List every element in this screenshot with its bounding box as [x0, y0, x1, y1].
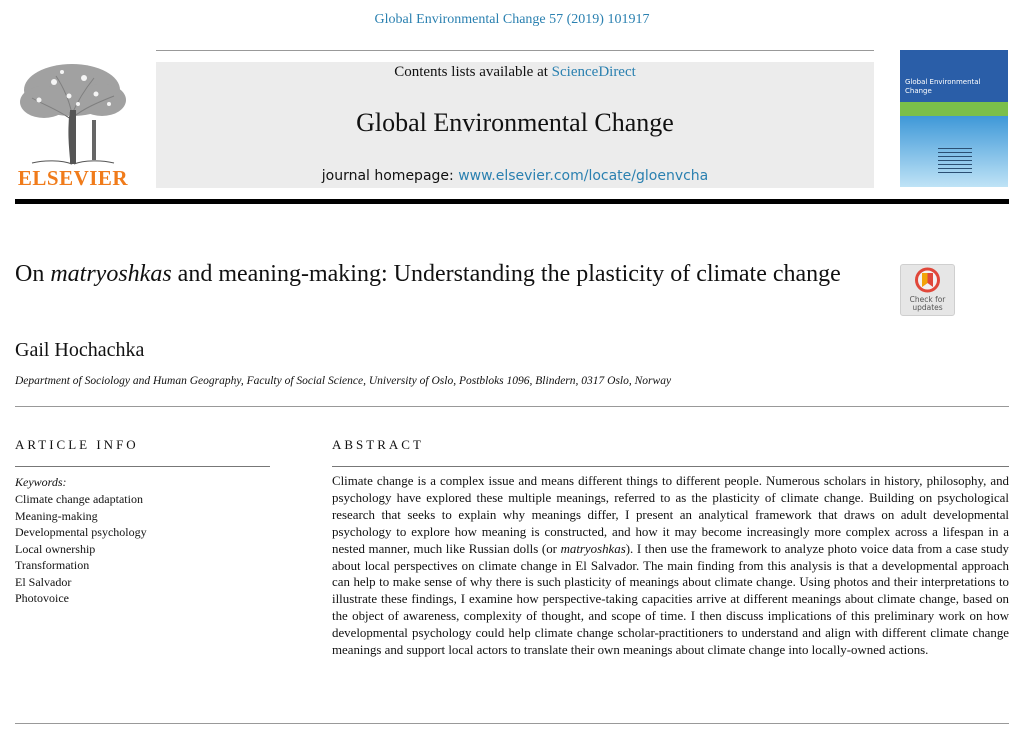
article-info-heading: ARTICLE INFO	[15, 437, 139, 452]
check-for-updates-button[interactable]	[900, 264, 955, 316]
title-italic-word: matryoshkas	[50, 261, 172, 287]
contents-availability	[156, 64, 874, 81]
abstract-rule	[332, 466, 1009, 467]
elsevier-wordmark: ELSEVIER	[17, 166, 129, 190]
abstract-text	[332, 473, 1009, 659]
sciencedirect-link[interactable]: ScienceDirect	[551, 64, 636, 80]
keyword-list	[15, 491, 147, 607]
cover-title: Global Environmental Change	[905, 78, 981, 95]
title-part-2: and meaning-making: Understanding the plasticity of climate change	[171, 261, 841, 287]
abstract-heading: ABSTRACT	[332, 437, 424, 452]
journal-header-band	[156, 62, 874, 188]
abstract-part-2: ). I then use the framework to analyze photo voice data from a case study about local perspectives on climate change in El Salvador. The main finding from this analysis is that a developmental approach can help to make sense of why there is such plasticity of meanings about climate change. Using photos and their interpretations to illustrate these findings, I examine how perspective-taking capacities arrive at different meanings about climate change, based on the object of awareness, complexity of thought, and scope of time. I then discuss implications of this preliminary work on how developmental psychology could help climate change scholar-practitioners to understand and align with different climate change meanings and support local actors to translate their own meanings about climate change into locally-owned actions.	[332, 541, 1009, 658]
section-divider	[15, 406, 1009, 407]
article-info-rule	[15, 466, 270, 467]
homepage-link[interactable]: www.elsevier.com/locate/gloenvcha	[458, 168, 709, 184]
keywords-label: Keywords:	[15, 475, 67, 489]
cover-editor-lines	[938, 148, 972, 176]
keyword-item: Local ownership	[15, 541, 96, 556]
check-for-updates-label: Check for updates	[909, 295, 946, 312]
abstract-italic-word: matryoshkas	[560, 541, 626, 556]
keyword-item: El Salvador	[15, 574, 72, 589]
homepage-prefix: journal homepage:	[321, 168, 459, 184]
contents-prefix: Contents lists available at	[394, 64, 552, 80]
bookmark-icon	[901, 265, 954, 297]
keyword-item: Photovoice	[15, 591, 69, 605]
keyword-item: Developmental psychology	[15, 525, 147, 539]
bottom-divider	[15, 723, 1009, 724]
author-name[interactable]: Gail Hochachka	[15, 339, 145, 361]
keyword-item: Transformation	[15, 558, 90, 572]
journal-citation[interactable]: Global Environmental Change 57 (2019) 101917	[374, 12, 650, 27]
article-title	[15, 258, 875, 291]
keyword-item: Meaning-making	[15, 508, 98, 523]
header-thick-rule	[15, 199, 1009, 204]
author-affiliation: Department of Sociology and Human Geography, Faculty of Social Science, University of Oslo, Postbloks 1096, Blindern, 0317 Oslo, Norway	[15, 375, 672, 387]
abstract-part-1: Climate change is a complex issue and means different things to different people. Numerous scholars in history, philosophy, and psychology have explored these multiple meanings, referred to as the plasticity of climate change. Building on psychological research that seeks to explain why meanings differ, I present an analytical framework that draws on adult developmental psychology to explore how meaning is constructed, and how it may become increasingly more complex across a lifespan in a nested manner, much like Russian dolls (or	[332, 474, 1009, 556]
keyword-item: Climate change adaptation	[15, 492, 143, 506]
journal-title: Global Environmental Change	[356, 108, 674, 137]
header-top-rule	[156, 50, 874, 51]
journal-cover-image[interactable]	[900, 50, 1008, 187]
journal-homepage	[156, 168, 874, 184]
title-part-1: On	[15, 261, 51, 287]
